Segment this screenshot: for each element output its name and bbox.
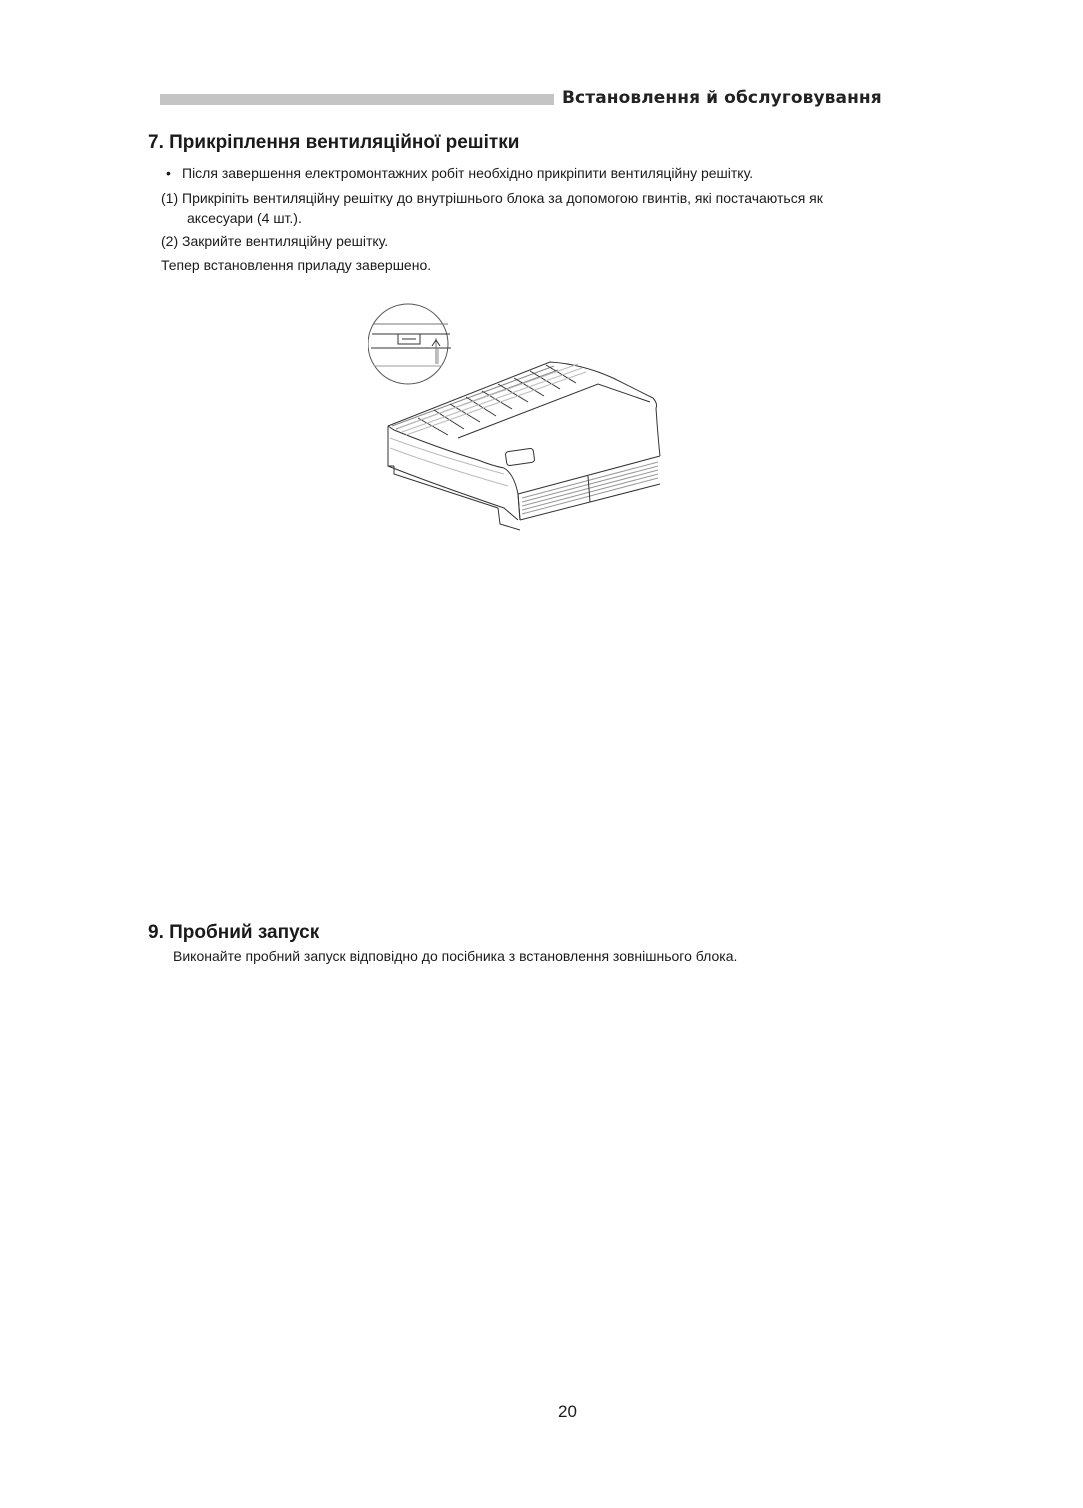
indoor-unit bbox=[388, 362, 660, 530]
section-9-text: Виконайте пробний запуск відповідно до посібника з встановлення зовнішнього блока. bbox=[173, 948, 738, 964]
bullet-marker: • bbox=[166, 165, 171, 181]
page-number: 20 bbox=[558, 1402, 577, 1421]
step-2-text: (2) Закрийте вентиляційну решітку. bbox=[161, 233, 389, 249]
step-1-line-2: аксесуари (4 шт.). bbox=[187, 210, 302, 226]
detail-magnifier bbox=[368, 304, 451, 384]
section-9-heading: 9. Пробний запуск bbox=[148, 922, 320, 943]
conclusion-text: Тепер встановлення приладу завершено. bbox=[161, 257, 432, 273]
step-1-line-1: (1) Прикріпіть вентиляційну решітку до внутрішнього блока за допомогою гвинтів, які постачаються як bbox=[161, 190, 823, 206]
grille-installation-illustration bbox=[368, 298, 674, 534]
section-7-heading: 7. Прикріплення вентиляційної решітки bbox=[148, 132, 520, 153]
page-header-title: Встановлення й обслуговування bbox=[562, 88, 882, 108]
bullet-text: Після завершення електромонтажних робіт необхідно прикріпити вентиляційну решітку. bbox=[182, 165, 754, 181]
header-bar bbox=[160, 94, 554, 105]
